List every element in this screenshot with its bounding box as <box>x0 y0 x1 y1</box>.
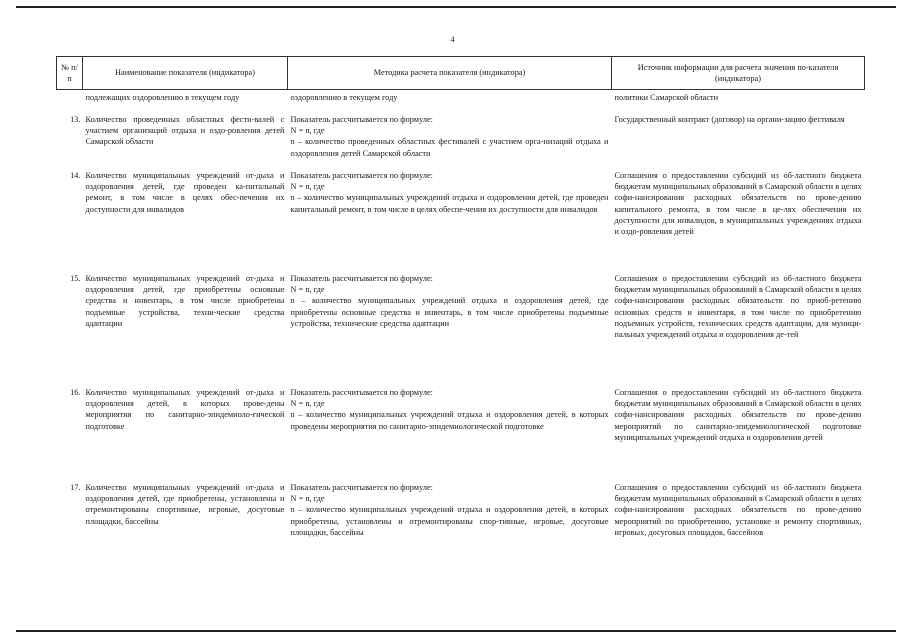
row-number: 13. <box>70 115 81 124</box>
formula: N = n, где <box>290 182 325 192</box>
table-row <box>57 162 865 265</box>
information-source: политики Самарской области <box>614 93 719 102</box>
table-header-row <box>57 57 865 90</box>
formula-intro: Показатель рассчитывается по формуле: <box>290 171 433 180</box>
formula-intro: Показатель рассчитывается по формуле: <box>290 274 433 283</box>
table-row <box>57 265 865 379</box>
page-number: 4 <box>450 34 455 44</box>
header-indicator-name: Наименование показателя (индикатора) <box>83 57 288 90</box>
formula-definition: n – количество проведенных областных фестивалей с участием орга-низаций отдыха и оздоровления детей Самарской области <box>290 137 609 158</box>
formula: N = n, где <box>290 399 325 409</box>
indicator-name: Количество муниципальных учреждений от-дыха и оздоровления детей, где приобретены, установлены и отремонтированы спортивные, игровые, досуговые площадки, бассейны <box>85 483 285 526</box>
formula-definition: n – количество муниципальных учреждений отдыха и оздоровления детей, где приобретены основные средства и инвентарь, в том числе приобретены подъемные устройства, технические средства адаптации <box>290 296 609 328</box>
formula: N = n, где <box>290 126 325 136</box>
indicator-name: Количество муниципальных учреждений от-дыха и оздоровления детей, где проведен ка-питальный ремонт, в том числе в целях обес-печения их доступности для инвалидов <box>85 171 285 214</box>
formula-definition: n – количество муниципальных учреждений отдыха и оздоровления детей, в которых приобретены, установлены и отремонтированы спор-тивные, игровые, досуговые площадки, бассейны <box>290 505 609 537</box>
information-source: Соглашения о предоставлении субсидий из об-ластного бюджета бюджетам муниципальных образований в Самарской области в целях софи-нансирования расходных обязательств по приоб-ретению основных средств и инвентаря, в том числе по приобретению подъемных устройств, технических средств адаптации, для муници-пальных учреждений отдыха и оздоровления де-тей <box>614 274 862 340</box>
calculation-method <box>288 265 612 379</box>
calculation-method <box>288 162 612 265</box>
table-row <box>57 106 865 162</box>
table-row-continuation <box>57 90 865 107</box>
indicator-name: Количество муниципальных учреждений от-дыха и оздоровления детей, где приобретены основные средства и инвентарь, в том числе приобретены подъемные устройства, техни-ческие средства адаптации <box>85 274 285 328</box>
formula: N = n, где <box>290 285 325 295</box>
formula-intro: Показатель рассчитывается по формуле: <box>290 115 433 124</box>
row-number: 15. <box>70 274 81 283</box>
calculation-method <box>288 379 612 474</box>
indicator-name: Количество проведенных областных фести-валей с участием организаций отдыха и оздо-ровления детей Самарской области <box>85 115 285 147</box>
indicator-name: Количество муниципальных учреждений от-дыха и оздоровления детей, в которых прове-дены мероприятия по санитарно-эпидемиоло-гической подготовке <box>85 388 285 431</box>
formula-definition: n – количество муниципальных учреждений отдыха и оздоровления детей, где проведен капитальный ремонт, в том числе в целях обеспе-чения их доступности для инвалидов <box>290 193 609 214</box>
formula-definition: n – количество муниципальных учреждений отдыха и оздоровления детей, в которых проведены мероприятия по санитарно-эпидемиологической подготовке <box>290 410 609 431</box>
calculation-method <box>288 474 612 538</box>
row-number: 17. <box>70 483 81 492</box>
top-border-line <box>16 6 896 8</box>
bottom-border-line <box>16 630 896 632</box>
table-row <box>57 474 865 538</box>
header-information-source: Источник информации для расчета значения по-казателя (индикатора) <box>612 57 865 90</box>
information-source: Соглашения о предоставлении субсидий из об-ластного бюджета бюджетам муниципальных образований в Самарской области в целях софи-нансирования расходных обязательств по прове-дению мероприятий по санитарно-эпидемиологической подготовке муниципальных учреждений отдыха и оздоровления детей <box>614 388 862 442</box>
indicator-table <box>56 56 865 538</box>
information-source: Соглашения о предоставлении субсидий из об-ластного бюджета бюджетам муниципальных образований в Самарской области в целях софи-нансирования расходных обязательств по прове-дению мероприятий по приобретению, установке и ремонту спортивных, игровых, досуговых площадок, бассейнов <box>614 483 862 537</box>
row-number: 16. <box>70 388 81 397</box>
indicator-name: подлежащих оздоровлению в текущем году <box>85 93 240 102</box>
formula-intro: Показатель рассчитывается по формуле: <box>290 388 433 397</box>
information-source: Соглашения о предоставлении субсидий из об-ластного бюджета бюджетам муниципальных образований в Самарской области в целях софи-нансирования расходных обязательств по прове-дению капитального ремонта, в том числе в це-лях обеспечения их доступности для инвалидов, в муниципальных учреждениях отдыха и оздо-ровления детей <box>614 171 862 237</box>
calculation-method <box>288 106 612 162</box>
formula: N = n, где <box>290 494 325 504</box>
header-calculation-method: Методика расчета показателя (индикатора) <box>288 57 612 90</box>
row-number: 14. <box>70 171 81 180</box>
header-number: № п/п <box>57 57 83 90</box>
formula-intro: Показатель рассчитывается по формуле: <box>290 483 433 492</box>
table-row <box>57 379 865 474</box>
calculation-method: оздоровлению в текущем году <box>290 93 398 102</box>
information-source: Государственный контракт (договор) на органи-зацию фестиваля <box>614 115 845 124</box>
